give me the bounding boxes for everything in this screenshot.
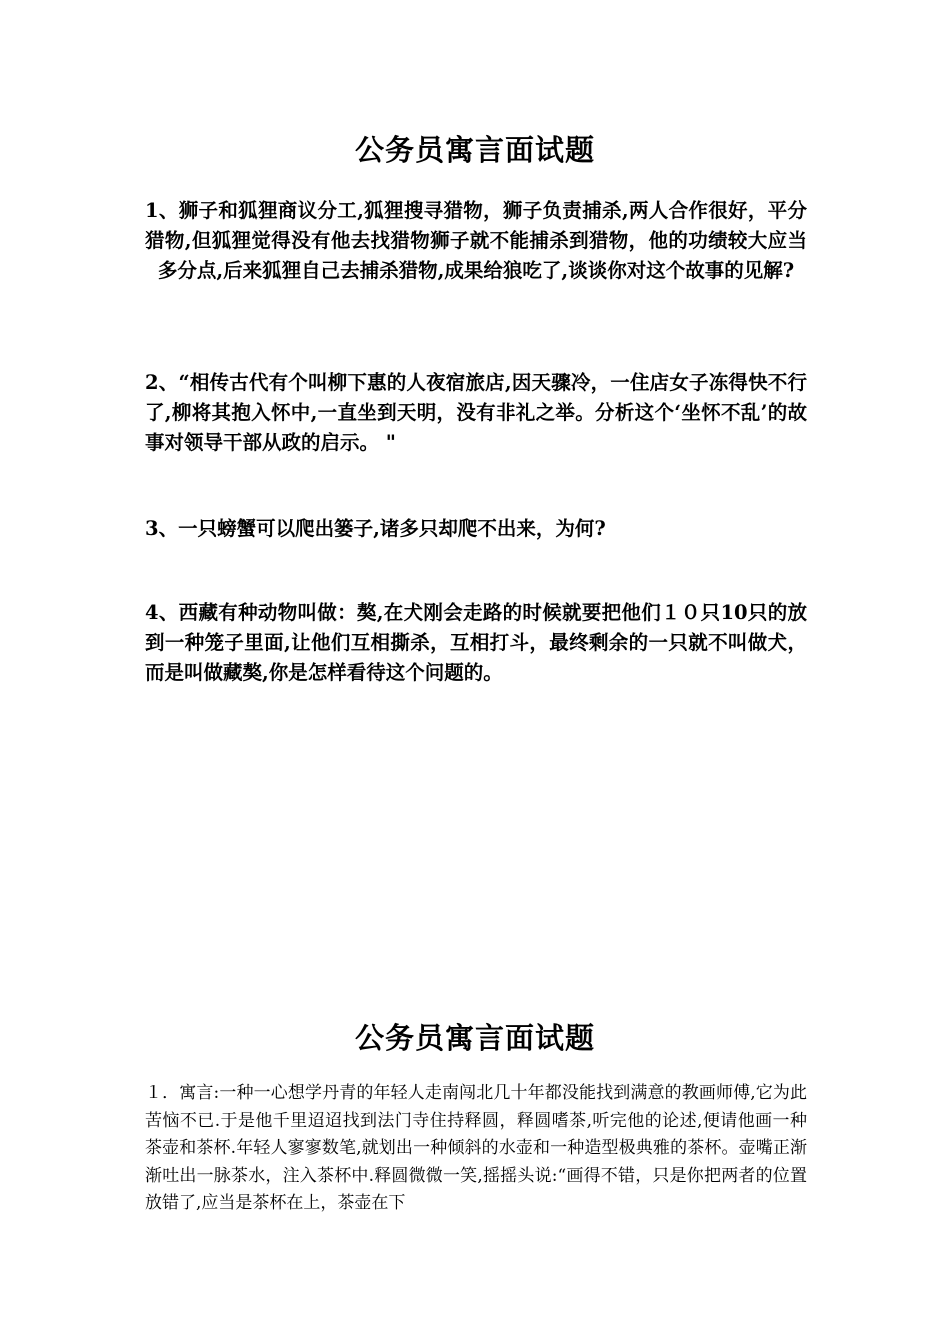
question-1: 1、狮子和狐狸商议分工,狐狸搜寻猎物，狮子负责捕杀,两人合作很好，平分猎物,但狐狸觉得没有他去找猎物狮子就不能捕杀到猎物，他的功绩较大应当多分点,后来狐狸自己去捕杀猎物,成果给狼吃了,谈谈你对这个故事的见解? <box>145 199 807 282</box>
section-title: 公务员寓言面试题 <box>354 1021 595 1055</box>
question-2: 2、“相传古代有个叫柳下惠的人夜宿旅店,因天骤冷，一住店女子冻得快不行了,柳将其抱入怀中,一直坐到天明，没有非礼之举。分析这个‘坐怀不乱’的故事对领导干部从政的启示。 " <box>145 371 807 454</box>
question-3: 3、一只螃蟹可以爬出篓子,诸多只却爬不出来，为何? <box>145 517 606 540</box>
page-title: 公务员寓言面试题 <box>354 133 595 167</box>
question-4: 4、西藏有种动物叫做：獒,在犬刚会走路的时候就要把他们１０只10只的放到一种笼子里面,让他们互相撕杀，互相打斗，最终剩余的一只就不叫做犬，而是叫做藏獒,你是怎样看待这个问题的。 <box>145 601 807 684</box>
answer-paragraph: １．寓言:一种一心想学丹青的年轻人走南闯北几十年都没能找到满意的教画师傅,它为此苦恼不已.于是他千里迢迢找到法门寺住持释圆，释圆嗜茶,听完他的论述,便请他画一种茶壶和茶杯.年轻人寥寥数笔,就划出一种倾斜的水壶和一种造型极典雅的茶杯。壶嘴正渐渐吐出一脉茶水，注入茶杯中.释圆微微一笑,摇摇头说:“画得不错，只是你把两者的位置放错了,应当是茶杯在上，茶壶在下 <box>145 1083 807 1213</box>
